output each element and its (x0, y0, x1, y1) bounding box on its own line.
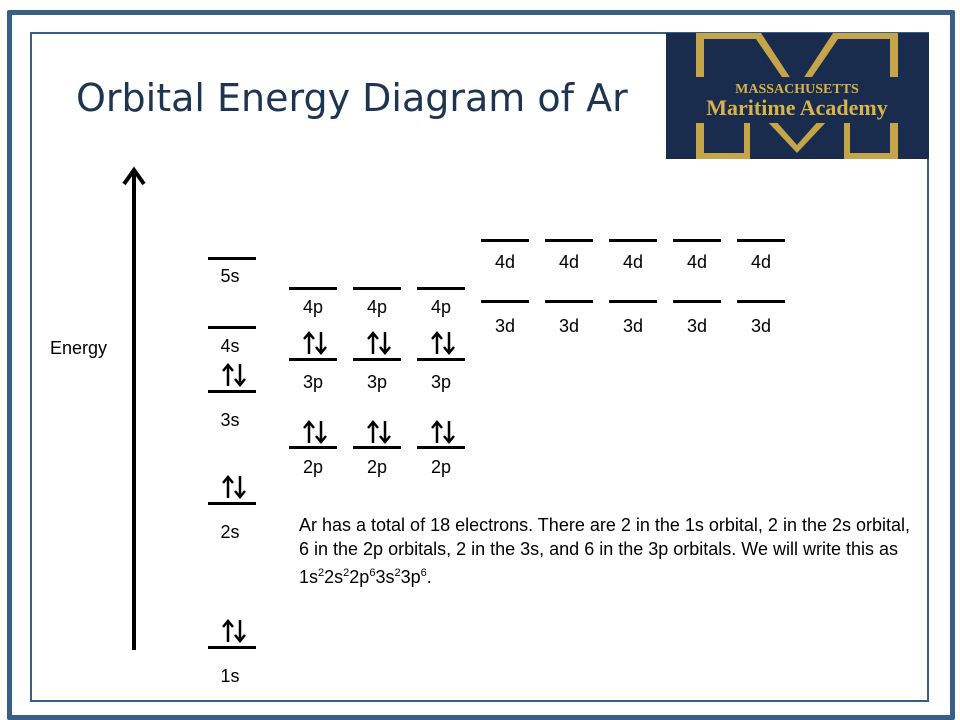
logo-line2: Maritime Academy (706, 95, 888, 120)
orbital-4d-label: 4d (494, 252, 516, 272)
energy-arrow (118, 160, 148, 654)
electron-pair-2p (425, 419, 465, 445)
orbital-1s-label: 1s (220, 666, 240, 686)
orbital-2s-line (208, 502, 256, 505)
description-body: Ar has a total of 18 electrons. There are 2 in the 1s orbital, 2 in the 2s orbital, 6 in the 2p orbitals, 2 in the 3s, and 6 in the 3p orbitals. We will write this as (299, 515, 911, 559)
orbital-5s-label: 5s (220, 266, 240, 286)
orbital-4p-line (353, 287, 401, 290)
orbital-3p-label: 3p (366, 372, 388, 392)
orbital-5s-line (208, 257, 256, 260)
orbital-4p-label: 4p (430, 297, 452, 317)
orbital-3p-line (417, 358, 465, 361)
electron-pair-2p (297, 419, 337, 445)
orbital-2p-line (417, 446, 465, 449)
orbital-3d-label: 3d (558, 316, 580, 336)
orbital-3p-line (289, 358, 337, 361)
electron-pair-3p (297, 330, 337, 356)
orbital-3d-label: 3d (622, 316, 644, 336)
orbital-3d-label: 3d (494, 316, 516, 336)
electron-pair-3p (425, 330, 465, 356)
orbital-4p-line (289, 287, 337, 290)
electron-pair-2s (216, 474, 256, 500)
page-title: Orbital Energy Diagram of Ar (76, 76, 628, 120)
orbital-4d-line (609, 239, 657, 242)
orbital-3p-label: 3p (302, 372, 324, 392)
orbital-3d-label: 3d (750, 316, 772, 336)
orbital-3d-line (545, 300, 593, 303)
electron-configuration: $1s^22s^22p^63s^23p^6$. (299, 567, 432, 587)
orbital-3p-line (353, 358, 401, 361)
orbital-4d-label: 4d (750, 252, 772, 272)
orbital-4s-label: 4s (220, 336, 240, 356)
electron-pair-3p (361, 330, 401, 356)
orbital-3d-line (481, 300, 529, 303)
orbital-2p-line (353, 446, 401, 449)
orbital-4p-line (417, 287, 465, 290)
orbital-3d-line (609, 300, 657, 303)
orbital-4d-line (481, 239, 529, 242)
orbital-4p-label: 4p (366, 297, 388, 317)
orbital-4d-label: 4d (558, 252, 580, 272)
orbital-3d-line (737, 300, 785, 303)
logo-line1: MASSACHUSETTS (735, 82, 859, 97)
description-text (299, 513, 919, 589)
orbital-2p-label: 2p (430, 457, 452, 477)
orbital-3s-label: 3s (220, 410, 240, 430)
orbital-2s-label: 2s (220, 522, 240, 542)
orbital-2p-line (289, 446, 337, 449)
orbital-4d-label: 4d (622, 252, 644, 272)
logo-m-graphic (666, 33, 929, 159)
academy-logo (666, 33, 929, 159)
orbital-4p-label: 4p (302, 297, 324, 317)
electron-pair-2p (361, 419, 401, 445)
orbital-3s-line (208, 390, 256, 393)
orbital-4s-line (208, 326, 256, 329)
electron-pair-3s (216, 362, 256, 388)
orbital-4d-label: 4d (686, 252, 708, 272)
electron-pair-1s (216, 618, 256, 644)
orbital-4d-line (673, 239, 721, 242)
energy-label: Energy (50, 338, 108, 358)
orbital-4d-line (737, 239, 785, 242)
orbital-2p-label: 2p (366, 457, 388, 477)
orbital-2p-label: 2p (302, 457, 324, 477)
orbital-3d-line (673, 300, 721, 303)
orbital-3p-label: 3p (430, 372, 452, 392)
orbital-1s-line (208, 646, 256, 649)
orbital-4d-line (545, 239, 593, 242)
orbital-3d-label: 3d (686, 316, 708, 336)
